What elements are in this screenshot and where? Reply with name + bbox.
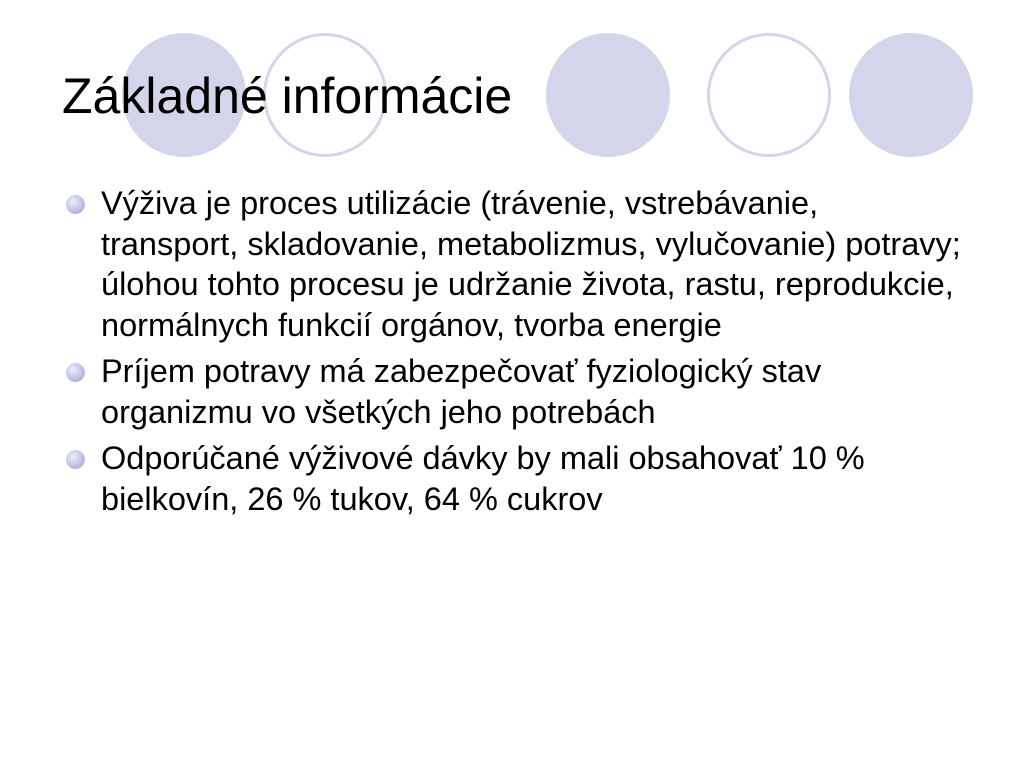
bullet-dot-icon — [66, 195, 85, 214]
bullet-dot-icon — [66, 363, 85, 382]
bullet-list — [0, 183, 1024, 525]
decorative-circle-filled — [546, 33, 670, 157]
bullet-text: Odporúčané výživové dávky by mali obsahovať 10 % bielkovín, 26 % tukov, 64 % cukrov — [101, 440, 865, 517]
bullet-text: Výživa je proces utilizácie (trávenie, vstrebávanie, transport, skladovanie, metabolizmus, vylučovanie) potravy; úlohou tohto procesu je udržanie života, rastu, reprodukcie, normálnych funkcií orgánov, tvorba energie — [101, 185, 961, 343]
decorative-circle-filled — [849, 33, 973, 157]
bullet-item — [0, 183, 1024, 345]
slide-title: Základné informácie — [62, 68, 513, 124]
bullet-dot-icon — [66, 450, 85, 469]
bullet-item — [0, 438, 1024, 519]
bullet-item — [0, 351, 1024, 432]
bullet-text: Príjem potravy má zabezpečovať fyziologický stav organizmu vo všetkých jeho potrebách — [101, 353, 822, 430]
decorative-circle-outline — [707, 33, 831, 157]
